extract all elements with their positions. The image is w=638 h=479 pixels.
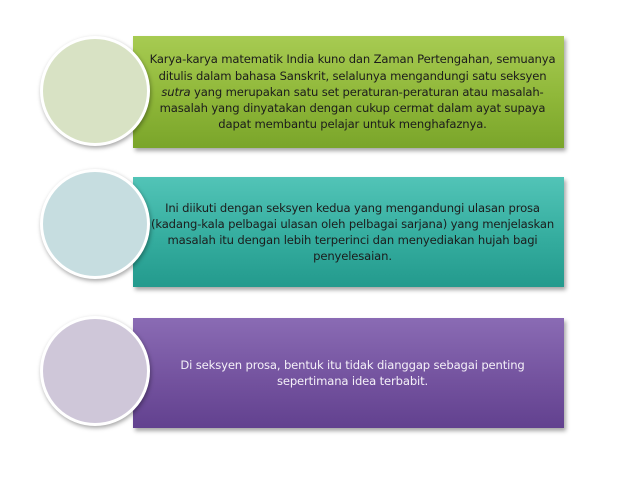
block-1-band bbox=[133, 36, 564, 148]
block-1-text: Karya-karya matematik India kuno dan Zaman Pertengahan, semuanya ditulis dalam bahasa Sanskrit, selalunya mengandungi satu seksyen sutra yang merupakan satu set peraturan-peraturan atau masalah-masalah yang dinyatakan dengan cukup cermat dalam ayat supaya dapat membantu pelajar untuk menghafaznya. bbox=[149, 52, 556, 132]
block-3-band bbox=[133, 318, 564, 428]
block-2-band bbox=[133, 177, 564, 287]
block-2-text: Ini diikuti dengan seksyen kedua yang mengandungi ulasan prosa (kadang-kala pelbagai ulasan oleh pelbagai sarjana) yang menjelaskan masalah itu dengan lebih terperinci dan menyediakan hujah bagi penyelesaian. bbox=[150, 200, 555, 264]
block-3-text: Di seksyen prosa, bentuk itu tidak dianggap sebagai penting sepertimana idea terbabit. bbox=[180, 357, 525, 388]
block-1-italic-term: sutra bbox=[161, 84, 191, 99]
block-2-circle bbox=[40, 169, 150, 279]
block-3-circle bbox=[40, 316, 150, 426]
block-1-circle bbox=[40, 36, 150, 146]
